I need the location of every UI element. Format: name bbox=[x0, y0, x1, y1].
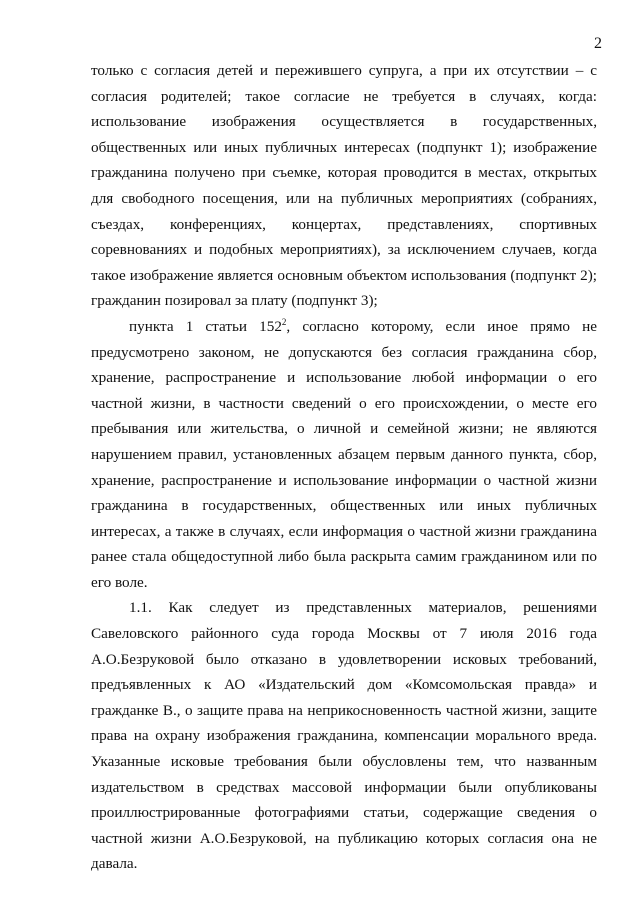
paragraph-continuation: только с согласия детей и пережившего супруга, а при их отсутствии – с согласия родителей; такое согласие не требуется в случаях, когда: использование изображения осуществляется в государственных, общественных или иных публичных интересах (подпункт 1); изображение гражданина получено при съемке, которая проводится в местах, открытых для свободного посещения, или на публичных мероприятиях (собраниях, съездах, конференциях, концертах, представлениях, спортивных соревнованиях и подобных мероприятиях), за исключением случаев, когда такое изображение является основным объектом использования (подпункт 2); гражданин позировал за плату (подпункт 3); bbox=[91, 62, 597, 310]
paragraph-text-start: пункта 1 статьи 152 bbox=[129, 317, 282, 335]
article-superscript: 2 bbox=[281, 316, 287, 327]
document-body bbox=[91, 58, 597, 877]
paragraph-article-152-2 bbox=[91, 314, 597, 596]
paragraph-1-1: 1.1. Как следует из представленных материалов, решениями Савеловского районного суда города Москвы от 7 июля 2016 года А.О.Безруковой было отказано в удовлетворении исковых требований, предъявленных к АО «Издательский дом «Комсомольская правда» и гражданке В., о защите права на неприкосновенность частной жизни, защите права на охрану изображения гражданина, компенсации морального вреда. Указанные исковые требования были обусловлены тем, что названным издательством в средствах массовой информации были опубликованы проиллюстрированные фотографиями статьи, содержащие сведения о частной жизни А.О.Безруковой, на публикацию которых согласия она не давала. bbox=[91, 599, 597, 873]
page-number: 2 bbox=[594, 35, 602, 52]
paragraph-text-end: , согласно которому, если иное прямо не предусмотрено законом, не допускаются без согласия гражданина сбор, хранение, распространение и использование любой информации о его частной жизни, в частности сведений о его происхождении, о месте его пребывания или жительства, о личной и семейной жизни; не являются нарушением правил, установленных абзацем первым данного пункта, сбор, хранение, распространение и использование информации о частной жизни гражданина в государственных, общественных или иных публичных интересах, а также в случаях, если информация о частной жизни гражданина ранее стала общедоступной либо была раскрыта самим гражданином или по его воле. bbox=[91, 317, 598, 591]
